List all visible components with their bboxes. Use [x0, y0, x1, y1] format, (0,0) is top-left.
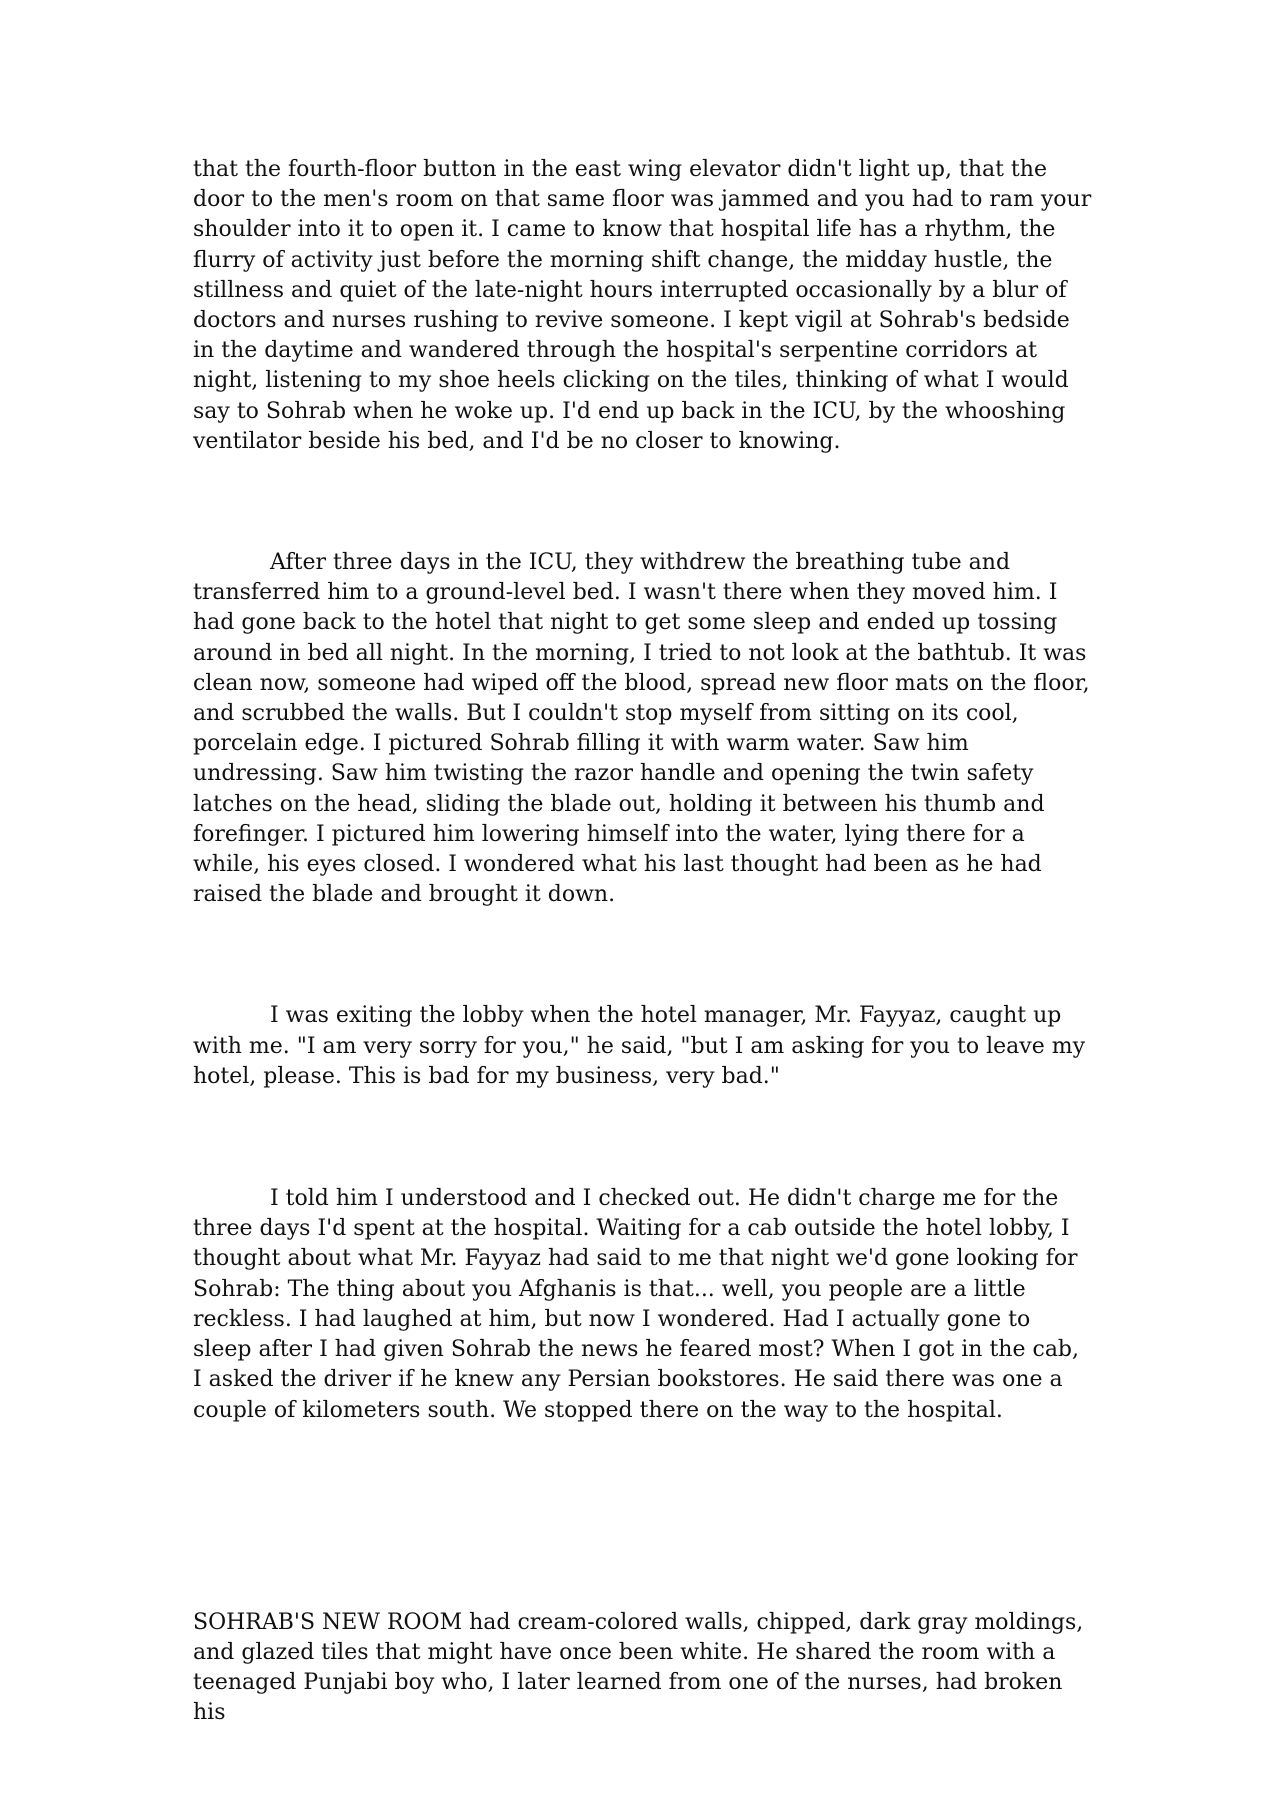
paragraph-checkout: I told him I understood and I checked out. He didn't charge me for the three days I'd spent at the hospital. Waiting for a cab outside the hotel lobby, I thought about what Mr. Fayyaz had said to me that night we'd gone looking for Sohrab: The thing about you Afghanis is that... well, you people are a little reckless. I had laughed at him, but now I wondered. Had I actually gone to sleep after I had given Sohrab the news he feared most? When I got in the cab, I asked the driver if he knew any Persian bookstores. He said there was one a couple of kilometers south. We stopped there on the way to the hospital.	[193, 1186, 1080, 1423]
paragraph-spacer	[193, 1092, 1093, 1184]
body-text	[193, 155, 1093, 1729]
paragraph-continued: that the fourth-floor button in the east wing elevator didn't light up, that the door to the men's room on that same floor was jammed and you had to ram your shoulder into it to open it. I came to know that hospital life has a rhythm, the flurry of activity just before the morning shift change, the midday hustle, the stillness and quiet of the late-night hours interrupted occasionally by a blur of doctors and nurses rushing to revive someone. I kept vigil at Sohrab's bedside in the daytime and wandered through the hospital's serpentine corridors at night, listening to my shoe heels clicking on the tiles, thinking of what I would say to Sohrab when he woke up. I'd end up back in the ICU, by the whooshing ventilator beside his bed, and I'd be no closer to knowing.	[193, 157, 1092, 454]
paragraph-hotel-manager: I was exiting the lobby when the hotel manager, Mr. Fayyaz, caught up with me. "I am very sorry for you," he said, "but I am asking for you to leave my hotel, please. This is bad for my business, very bad."	[193, 1003, 1086, 1089]
paragraph-spacer	[193, 910, 1093, 1001]
paragraph-spacer	[193, 457, 1093, 548]
paragraph-icu-transfer: After three days in the ICU, they withdrew the breathing tube and transferred him to a ground-level bed. I wasn't there when they moved him. I had gone back to the hotel that night to get some sleep and ended up tossing around in bed all night. In the morning, I tried to not look at the bathtub. It was clean now, someone had wiped off the blood, spread new floor mats on the floor, and scrubbed the walls. But I couldn't stop myself from sitting on its cool, porcelain edge. I pictured Sohrab filling it with warm water. Saw him undressing. Saw him twisting the razor handle and opening the twin safety latches on the head, sliding the blade out, holding it between his thumb and forefinger. I pictured him lowering himself into the water, lying there for a while, his eyes closed. I wondered what his last thought had been as he had raised the blade and brought it down.	[193, 550, 1090, 908]
paragraph-new-room: SOHRAB'S NEW ROOM had cream-colored walls, chipped, dark gray moldings, and glazed tiles that might have once been white. He shared the room with a teenaged Punjabi boy who, I later learned from one of the nurses, had broken his	[193, 1609, 1084, 1726]
section-spacer	[193, 1426, 1093, 1608]
